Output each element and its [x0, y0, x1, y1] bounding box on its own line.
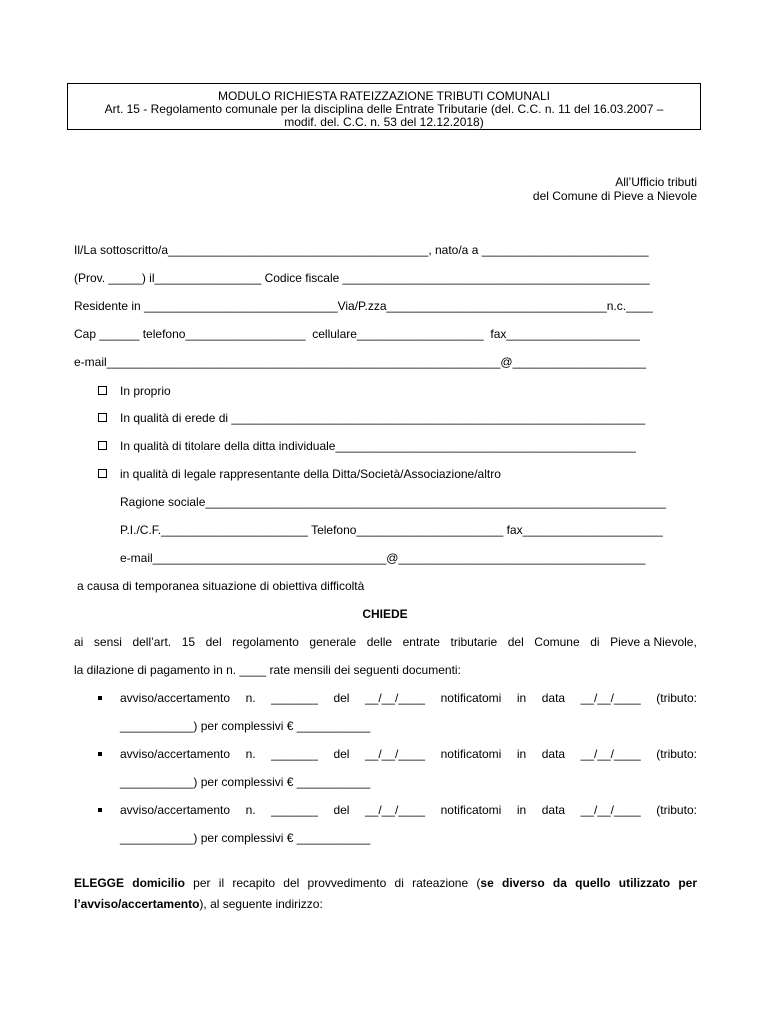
recipient-office: All’Ufficio tributi — [615, 175, 697, 189]
word: del — [205, 635, 222, 649]
item-text: data — [541, 691, 566, 705]
field-province-fiscal-code[interactable]: (Prov. _____) il________________ Codice fiscale ______________________________________________ — [74, 271, 650, 285]
domicile-line2 — [74, 897, 323, 911]
item-text: data — [541, 747, 566, 761]
checkbox-heir[interactable] — [98, 413, 107, 422]
chiede-heading: CHIEDE — [362, 607, 408, 621]
option-legal-rep: in qualità di legale rappresentante della Ditta/Società/Associazione/altro — [120, 467, 501, 481]
field-contacts[interactable]: Cap ______ telefono__________________ cellulare___________________ fax____________________ — [74, 327, 640, 341]
word: Pieve a Nievole, — [610, 635, 697, 649]
item-blank[interactable]: __/__/____ — [580, 747, 641, 761]
item-text: notificatomi — [440, 803, 502, 817]
domicile-bold-condition: se diverso da quello utilizzato per — [480, 876, 698, 890]
bullet-icon — [98, 752, 102, 756]
item-text: (tributo: — [656, 803, 697, 817]
word: delle — [366, 635, 393, 649]
item-text: notificatomi — [440, 747, 502, 761]
option-in-proprio: In proprio — [120, 384, 171, 398]
word: del — [507, 635, 524, 649]
word: tributarie — [450, 635, 498, 649]
item-text: n. — [245, 691, 256, 705]
domicile-line1 — [74, 876, 697, 890]
form-subtitle-line2: modif. del. C.C. n. 53 del 12.12.2018) — [284, 115, 484, 129]
item-text: notificatomi — [440, 691, 502, 705]
item-text: avviso/accertamento — [120, 691, 231, 705]
word: Comune — [534, 635, 580, 649]
item-blank[interactable]: __/__/____ — [365, 803, 426, 817]
domicile-text: per il recapito del provvedimento di rateazione ( — [184, 876, 481, 890]
request-line1 — [74, 635, 697, 649]
field-email[interactable]: e-mail___________________________________________________________@____________________ — [74, 355, 647, 369]
word: ai — [74, 635, 84, 649]
item-blank[interactable]: _______ — [271, 803, 318, 817]
item-3-line1[interactable] — [120, 803, 697, 817]
item-blank[interactable]: _______ — [271, 747, 318, 761]
cause-text: a causa di temporanea situazione di obiettiva difficoltà — [77, 579, 365, 593]
item-blank[interactable]: __/__/____ — [580, 691, 641, 705]
item-text: data — [541, 803, 566, 817]
checkbox-legal-rep[interactable] — [98, 469, 107, 478]
item-text: avviso/accertamento — [120, 747, 231, 761]
checkbox-sole-owner[interactable] — [98, 441, 107, 450]
bullet-icon — [98, 808, 102, 812]
item-text: n. — [245, 803, 256, 817]
form-subtitle-line1: Art. 15 - Regolamento comunale per la disciplina delle Entrate Tributarie (del. C.C. n. 11 del 16.03.2007 – — [104, 102, 664, 116]
item-2-line1[interactable] — [120, 747, 697, 761]
option-sole-owner[interactable]: In qualità di titolare della ditta individuale_____________________________________________ — [120, 439, 636, 453]
item-text: in — [516, 747, 527, 761]
item-1-line1[interactable] — [120, 691, 697, 705]
item-text: (tributo: — [656, 747, 697, 761]
field-residence[interactable]: Residente in _____________________________Via/P.zza_________________________________n.c.____ — [74, 299, 653, 313]
item-text: (tributo: — [656, 691, 697, 705]
option-heir[interactable]: In qualità di erede di ______________________________________________________________ — [120, 411, 646, 425]
item-text: del — [333, 803, 350, 817]
header-box — [67, 83, 701, 130]
item-text: del — [333, 747, 350, 761]
word: sensi — [93, 635, 122, 649]
word: regolamento — [232, 635, 299, 649]
item-1-line2[interactable]: ___________) per complessivi € ___________ — [120, 719, 371, 733]
item-3-line2[interactable]: ___________) per complessivi € ___________ — [120, 831, 371, 845]
item-blank[interactable]: __/__/____ — [580, 803, 641, 817]
checkbox-in-proprio[interactable] — [98, 386, 107, 395]
bullet-icon — [98, 696, 102, 700]
recipient-municipality: del Comune di Pieve a Nievole — [532, 189, 697, 203]
item-blank[interactable]: __/__/____ — [365, 747, 426, 761]
item-blank[interactable]: __/__/____ — [365, 691, 426, 705]
item-blank[interactable]: _______ — [271, 691, 318, 705]
field-company-vat-phone-fax[interactable]: P.I./C.F.______________________ Telefono______________________ fax_____________________ — [120, 523, 663, 537]
domicile-bold-notice: l’avviso/accertamento — [74, 897, 200, 911]
domicile-bold: ELEGGE domicilio — [74, 876, 185, 890]
domicile-text-end: ), al seguente indirizzo: — [199, 897, 323, 911]
word: generale — [309, 635, 357, 649]
field-company-email[interactable]: e-mail___________________________________@_____________________________________ — [120, 551, 646, 565]
item-text: n. — [245, 747, 256, 761]
item-text: del — [333, 691, 350, 705]
word: dell’art. — [132, 635, 172, 649]
request-line2[interactable]: la dilazione di pagamento in n. ____ rate mensili dei seguenti documenti: — [74, 663, 461, 677]
form-title: MODULO RICHIESTA RATEIZZAZIONE TRIBUTI COMUNALI — [217, 89, 551, 103]
item-text: avviso/accertamento — [120, 803, 231, 817]
item-text: in — [516, 691, 527, 705]
field-name-birthplace[interactable]: Il/La sottoscritto/a_______________________________________, nato/a a _________________________ — [74, 243, 649, 257]
word: 15 — [181, 635, 196, 649]
field-company-name[interactable]: Ragione sociale_____________________________________________________________________ — [120, 495, 666, 509]
word: di — [590, 635, 600, 649]
item-text: in — [516, 803, 527, 817]
word: entrate — [402, 635, 440, 649]
item-2-line2[interactable]: ___________) per complessivi € ___________ — [120, 775, 371, 789]
